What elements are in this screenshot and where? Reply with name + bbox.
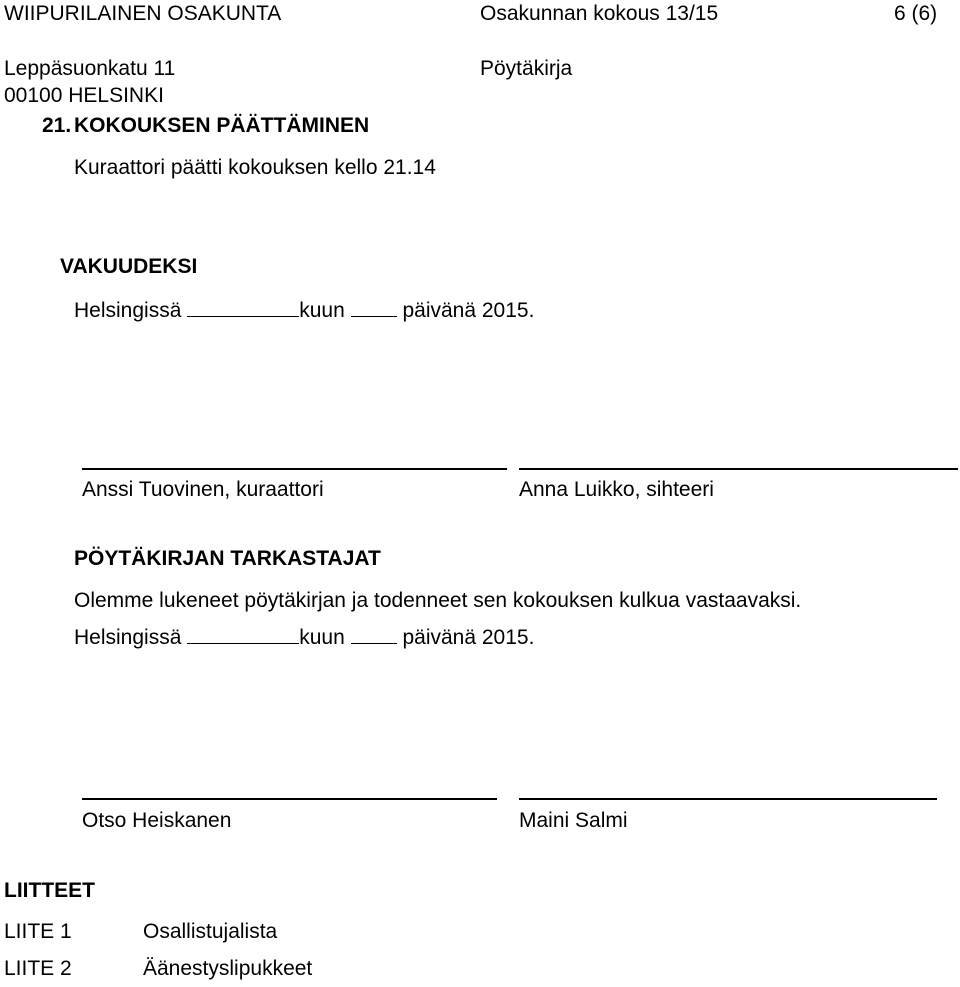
address-street: Leppäsuonkatu 11: [4, 57, 176, 80]
tarkastajat-date-line: [74, 625, 534, 648]
signature-name-kuraattori: Anssi Tuovinen, kuraattori: [82, 478, 324, 501]
signature-name-tarkastaja-2: Maini Salmi: [519, 809, 628, 832]
signature-line-left: [82, 468, 507, 470]
signature-name-sihteeri: Anna Luikko, sihteeri: [519, 478, 714, 501]
signature-line-right: [519, 468, 958, 470]
day-blank: [187, 625, 299, 644]
section-21-text: Kuraattori päätti kokouksen kello 21.14: [74, 156, 436, 179]
document-type: Pöytäkirja: [480, 57, 573, 80]
paivana-text: päivänä 2015.: [402, 626, 535, 649]
organization-name: WIIPURILAINEN OSAKUNTA: [4, 2, 282, 25]
liite-2-name: Äänestyslipukkeet: [143, 957, 313, 980]
kuun-text: kuun: [299, 626, 345, 649]
liite-2-label: LIITE 2: [4, 957, 72, 980]
signature-name-tarkastaja-1: Otso Heiskanen: [82, 809, 232, 832]
signature-line-right-2: [519, 798, 937, 800]
page-number: 6 (6): [894, 2, 938, 25]
place-text: Helsingissä: [74, 626, 182, 649]
tarkastajat-heading: PÖYTÄKIRJAN TARKASTAJAT: [74, 547, 381, 570]
vakuudeksi-date-line: [74, 298, 534, 321]
liite-1-name: Osallistujalista: [143, 920, 278, 943]
paivana-text: päivänä 2015.: [402, 299, 535, 322]
liitteet-heading: LIITTEET: [4, 879, 95, 902]
month-blank: [351, 298, 397, 317]
vakuudeksi-heading: VAKUUDEKSI: [60, 255, 198, 278]
kuun-text: kuun: [299, 299, 345, 322]
tarkastajat-text: Olemme lukeneet pöytäkirjan ja todenneet sen kokouksen kulkua vastaavaksi.: [74, 589, 802, 612]
day-blank: [187, 298, 299, 317]
liite-1-label: LIITE 1: [4, 920, 72, 943]
section-21-number: 21.: [42, 114, 72, 137]
place-text: Helsingissä: [74, 299, 182, 322]
section-21-title: KOKOUKSEN PÄÄTTÄMINEN: [74, 114, 370, 137]
meeting-title: Osakunnan kokous 13/15: [480, 2, 719, 25]
signature-line-left-2: [82, 798, 497, 800]
month-blank: [351, 625, 397, 644]
address-city: 00100 HELSINKI: [4, 84, 164, 107]
